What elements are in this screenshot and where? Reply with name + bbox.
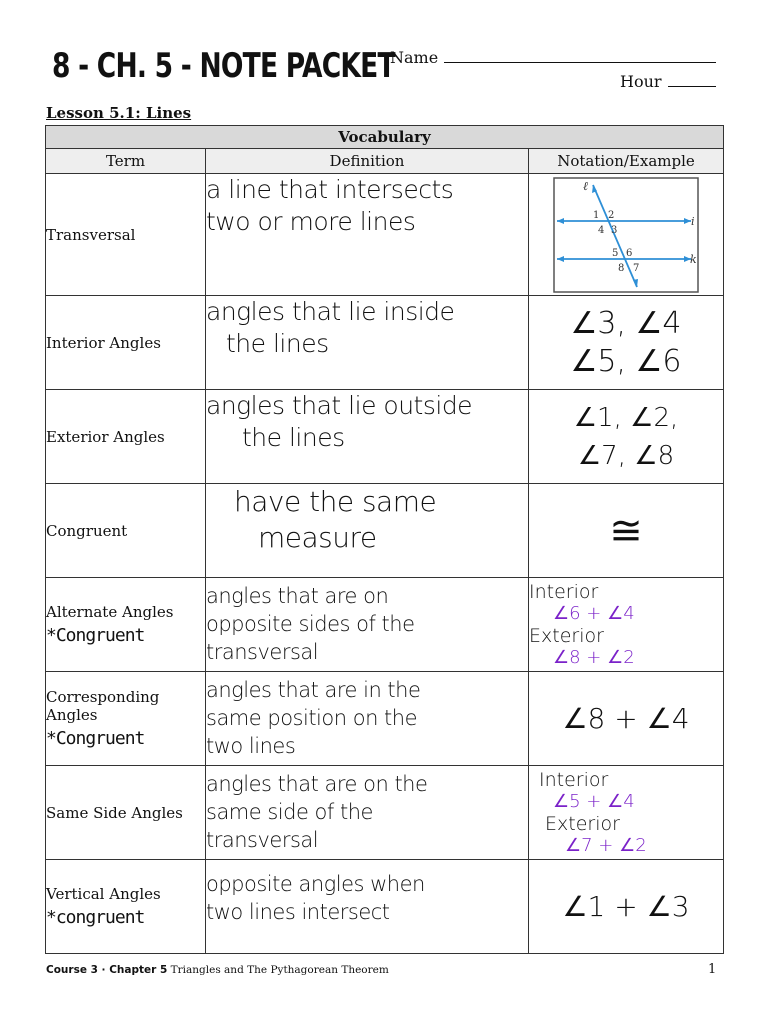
name-label: Name	[390, 48, 439, 67]
term-label: Vertical Angles	[46, 885, 161, 903]
vocabulary-table	[45, 125, 724, 954]
definition-line: have the same	[234, 485, 437, 518]
footer-course-label: Course 3 · Chapter 5	[46, 964, 168, 976]
footer-topic: Triangles and The Pythagorean Theorem	[170, 964, 389, 976]
angle-label: 4	[598, 224, 605, 236]
definition-line: angles that lie inside	[206, 297, 455, 326]
label-line-i: i	[691, 214, 695, 228]
angle-label: 6	[626, 247, 633, 259]
definition-cell	[206, 484, 529, 578]
name-blank[interactable]	[444, 48, 716, 63]
exterior-label: Exterior	[529, 624, 604, 647]
term-cell: Exterior Angles	[46, 390, 206, 484]
term-note: *Congruent	[46, 625, 145, 646]
table-row	[46, 860, 724, 954]
hour-field-line	[620, 72, 716, 91]
notation-cell	[529, 672, 724, 766]
term-cell	[46, 578, 206, 672]
term-cell: Transversal	[46, 174, 206, 296]
interior-label: Interior	[539, 768, 609, 791]
column-header-term: Term	[46, 149, 206, 174]
exterior-example: ∠7 + ∠2	[565, 834, 647, 856]
lesson-heading: Lesson 5.1: Lines	[46, 104, 192, 122]
term-cell	[46, 860, 206, 954]
definition-line: same side of the	[206, 800, 373, 824]
table-row	[46, 390, 724, 484]
definition-cell	[206, 766, 529, 860]
definition-line: angles that are in the	[206, 678, 421, 702]
definition-line: angles that are on the	[206, 772, 428, 796]
definition-line: angles that lie outside	[206, 391, 473, 420]
interior-label: Interior	[529, 580, 599, 603]
hour-blank[interactable]	[668, 72, 716, 87]
term-label: Angles	[46, 706, 98, 724]
term-cell: Same Side Angles	[46, 766, 206, 860]
page-title: 8 - CH. 5 - NOTE PACKET	[52, 46, 395, 86]
table-row	[46, 174, 724, 296]
angle-label: 8	[618, 262, 625, 274]
term-note: *Congruent	[46, 728, 145, 749]
notation-cell	[529, 296, 724, 390]
definition-line: two lines intersect	[206, 900, 390, 924]
definition-line: opposite sides of the	[206, 612, 415, 636]
exterior-label: Exterior	[545, 812, 620, 835]
definition-line: two lines	[206, 734, 296, 758]
notation-cell	[529, 484, 724, 578]
definition-line: two or more lines	[206, 207, 416, 236]
term-label: Corresponding	[46, 688, 160, 706]
definition-line: angles that are on	[206, 584, 389, 608]
definition-line: measure	[258, 521, 377, 554]
page-number: 1	[708, 962, 717, 977]
notation-line: ∠8 + ∠4	[562, 702, 690, 735]
column-header-definition: Definition	[206, 149, 529, 174]
table-row	[46, 766, 724, 860]
notation-cell	[529, 390, 724, 484]
table-row	[46, 578, 724, 672]
definition-cell	[206, 672, 529, 766]
angle-label: 1	[593, 209, 600, 221]
angle-label: 5	[612, 247, 619, 259]
notation-line: ∠7, ∠8	[577, 440, 675, 471]
hour-label: Hour	[620, 72, 662, 91]
term-cell: Interior Angles	[46, 296, 206, 390]
angle-label: 7	[633, 262, 640, 274]
definition-cell	[206, 578, 529, 672]
notation-cell	[529, 860, 724, 954]
column-header-notation: Notation/Example	[529, 149, 724, 174]
definition-line: the lines	[242, 423, 345, 452]
label-transversal: ℓ	[583, 178, 588, 193]
definition-line: transversal	[206, 828, 319, 852]
notation-cell	[529, 766, 724, 860]
definition-cell	[206, 174, 529, 296]
notation-line: ∠1, ∠2,	[573, 402, 679, 433]
definition-line: opposite angles when	[206, 872, 425, 896]
notation-cell	[529, 174, 724, 296]
transversal-diagram	[553, 177, 699, 293]
term-cell	[46, 672, 206, 766]
notation-line: ∠1 + ∠3	[562, 890, 690, 923]
interior-example: ∠5 + ∠4	[553, 790, 635, 812]
term-note: *congruent	[46, 907, 145, 928]
angle-label: 2	[608, 209, 615, 221]
table-row	[46, 296, 724, 390]
angle-label: 3	[611, 224, 618, 236]
definition-cell	[206, 860, 529, 954]
definition-line: a line that intersects	[206, 175, 454, 204]
table-row	[46, 484, 724, 578]
definition-cell	[206, 296, 529, 390]
label-line-k: k	[690, 252, 697, 266]
term-label: Alternate Angles	[46, 603, 174, 621]
name-field-line	[390, 48, 716, 67]
notation-line: ∠5, ∠6	[570, 343, 682, 379]
interior-example: ∠6 + ∠4	[553, 602, 635, 624]
term-cell: Congruent	[46, 484, 206, 578]
table-row	[46, 672, 724, 766]
definition-line: same position on the	[206, 706, 418, 730]
definition-line: transversal	[206, 640, 319, 664]
definition-cell	[206, 390, 529, 484]
notation-line: ∠3, ∠4	[570, 305, 682, 341]
notation-cell	[529, 578, 724, 672]
congruent-symbol: ≅	[609, 507, 643, 554]
footer-course	[46, 964, 389, 976]
definition-line: the lines	[226, 329, 329, 358]
exterior-example: ∠8 + ∠2	[553, 646, 635, 668]
table-caption: Vocabulary	[46, 126, 724, 149]
